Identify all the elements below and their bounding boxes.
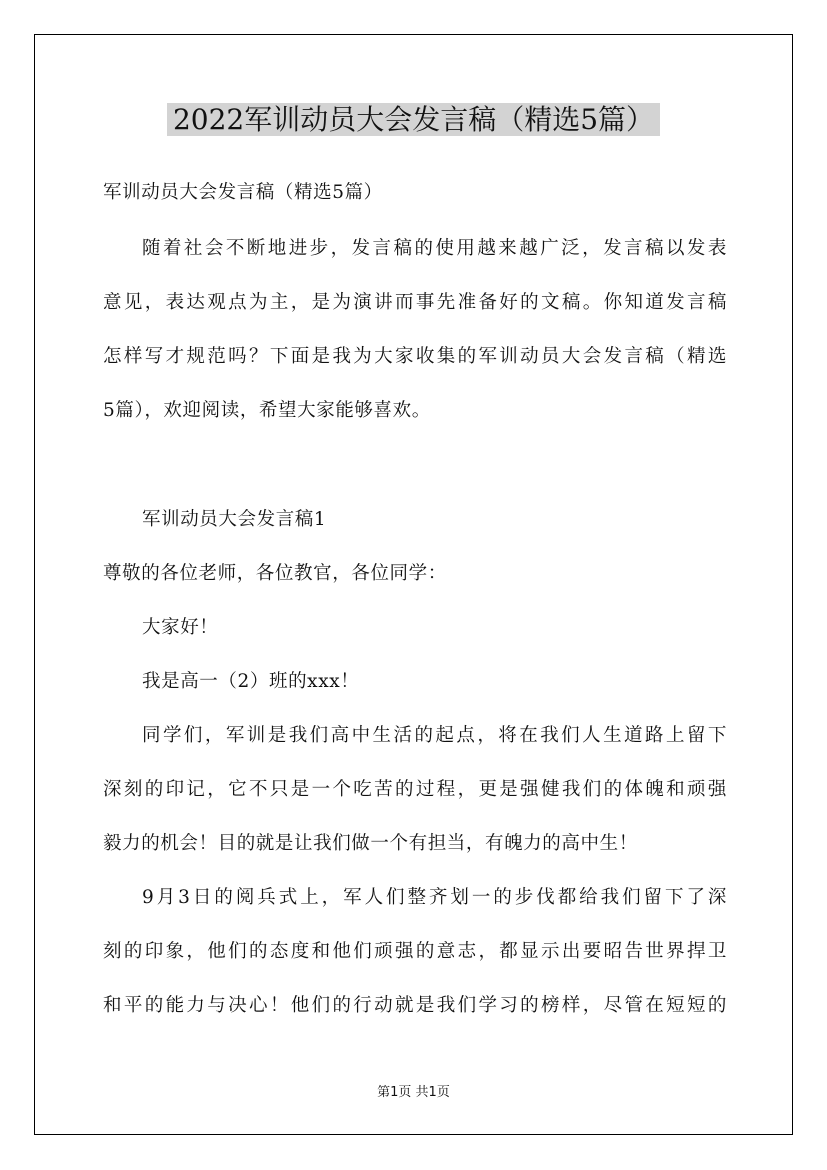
section-heading: 军训动员大会发言稿1: [142, 509, 327, 530]
intro-line-1: 随着社会不断地进步，发言稿的使用越来越广泛，发言稿以发表: [142, 238, 727, 259]
salutation: 尊敬的各位老师，各位教官，各位同学：: [103, 563, 447, 584]
para2-line-3: 和平的能力与决心！他们的行动就是我们学习的榜样，尽管在短短的: [103, 995, 727, 1016]
para1-line-2: 深刻的印记，它不只是一个吃苦的过程，更是强健我们的体魄和顽强: [103, 779, 727, 800]
para1-line-1: 同学们，军训是我们高中生活的起点，将在我们人生道路上留下: [142, 725, 727, 746]
document-subtitle: 军训动员大会发言稿（精选5篇）: [103, 182, 383, 203]
document-title: [0, 100, 827, 140]
para2-line-1: 9月3日的阅兵式上，军人们整齐划一的步伐都给我们留下了深: [142, 887, 727, 908]
intro-line-2: 意见，表达观点为主，是为演讲而事先准备好的文稿。你知道发言稿: [103, 292, 727, 313]
intro-line-3: 怎样写才规范吗？下面是我为大家收集的军训动员大会发言稿（精选: [103, 346, 727, 367]
para2-line-2: 刻的印象，他们的态度和他们顽强的意志，都显示出要昭告世界捍卫: [103, 941, 727, 962]
intro-line-4: 5篇），欢迎阅读，希望大家能够喜欢。: [103, 400, 431, 421]
self-intro: 我是高一（2）班的xxx！: [142, 671, 360, 692]
para1-line-3: 毅力的机会！目的就是让我们做一个有担当，有魄力的高中生！: [103, 833, 638, 854]
page-footer: 第1页 共1页: [377, 1085, 450, 1100]
greeting: 大家好！: [142, 617, 219, 638]
document-title-text: 2022军训动员大会发言稿（精选5篇）: [167, 103, 660, 136]
